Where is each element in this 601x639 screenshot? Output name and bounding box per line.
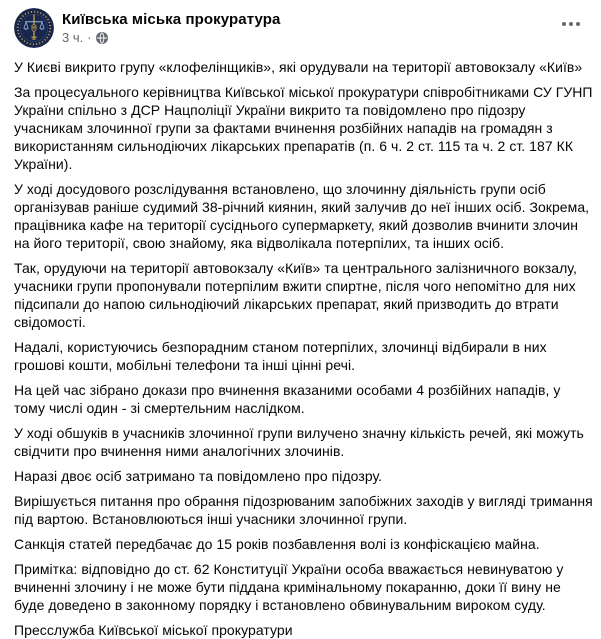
globe-public-icon bbox=[96, 32, 108, 44]
post-paragraph: За процесуального керівництва Київської міської прокуратури співробітниками СУ ГУНП України спільно з ДСР Нацполіції України викрито та повідомлено про підозру учасникам злочинної групи за фактами вчинення розбійних нападів на громадян з використанням сильнодіючих лікарських препаратів (п. 6 ч. 2 ст. 115 та ч. 2 ст. 187 КК України). bbox=[14, 84, 593, 172]
post-meta bbox=[62, 29, 280, 46]
post-paragraph: Санкція статей передбачає до 15 років позбавлення волі із конфіскацією майна. bbox=[14, 536, 540, 552]
post-header bbox=[0, 0, 601, 48]
prosecutor-emblem-icon bbox=[14, 8, 54, 48]
post-timestamp[interactable]: 3 ч. bbox=[62, 30, 84, 45]
page-name-link[interactable]: Київська міська прокуратура bbox=[62, 11, 281, 28]
post-paragraph: Примітка: відповідно до ст. 62 Конституції України особа вважається невинуватою у вчиненні злочину і не може бути піддана кримінальному покаранню, доки її вину не буде доведено в законному порядку і встановлено обвинувальним вироком суду. bbox=[14, 561, 564, 613]
post-paragraph: На цей час зібрано докази про вчинення вказаними особами 4 розбійних нападів, у тому числі один - зі смертельним наслідком. bbox=[14, 382, 561, 416]
more-options-button[interactable] bbox=[555, 12, 587, 36]
post-paragraph: Так, орудуючи на території автовокзалу «Київ» та центрального залізничного вокзалу, учасники групи пропонували потерпілим вжити спиртне, після чого непомітно для них підсипали до напою сильнодіючий лікарських препарат, який призводить до втрати свідомості. bbox=[14, 260, 577, 330]
page-avatar[interactable] bbox=[14, 8, 54, 48]
post-body bbox=[0, 48, 601, 639]
meta-separator: · bbox=[87, 30, 92, 45]
post-paragraph-signature: Пресслужба Київської міської прокуратури bbox=[14, 622, 293, 638]
post-paragraph-title: У Києві викрито групу «клофелінщиків», які орудували на території автовокзалу «Київ» bbox=[14, 59, 583, 75]
post-paragraph: Наразі двоє осіб затримано та повідомлено про підозру. bbox=[14, 468, 383, 484]
ellipsis-icon bbox=[562, 22, 566, 26]
post-paragraph: Вирішується питання про обрання підозрюваним запобіжних заходів у вигляді тримання під вартою. Встановлюються інші учасники злочинної групи. bbox=[14, 493, 593, 527]
post-paragraph: У ході досудового розслідування встановлено, що злочинну діяльність групи осіб організував раніше судимий 38-річний киянин, який залучив до неї інших осіб. Зокрема, працівника кафе на території сусіднього супермаркету, який дозволив вчинити злочин на його території, свою знайому, яка відволікала потерпілих, та інших осіб. bbox=[14, 181, 590, 251]
post-paragraph: Надалі, користуючись безпорадним станом потерпілих, злочинці відбирали в них грошові кошти, мобільні телефони та інші цінні речі. bbox=[14, 339, 547, 373]
header-info bbox=[62, 8, 280, 48]
post-paragraph: У ході обшуків в учасників злочинної групи вилучено значну кількість речей, які можуть свідчити про вчинення ними аналогічних злочинів. bbox=[14, 425, 584, 459]
